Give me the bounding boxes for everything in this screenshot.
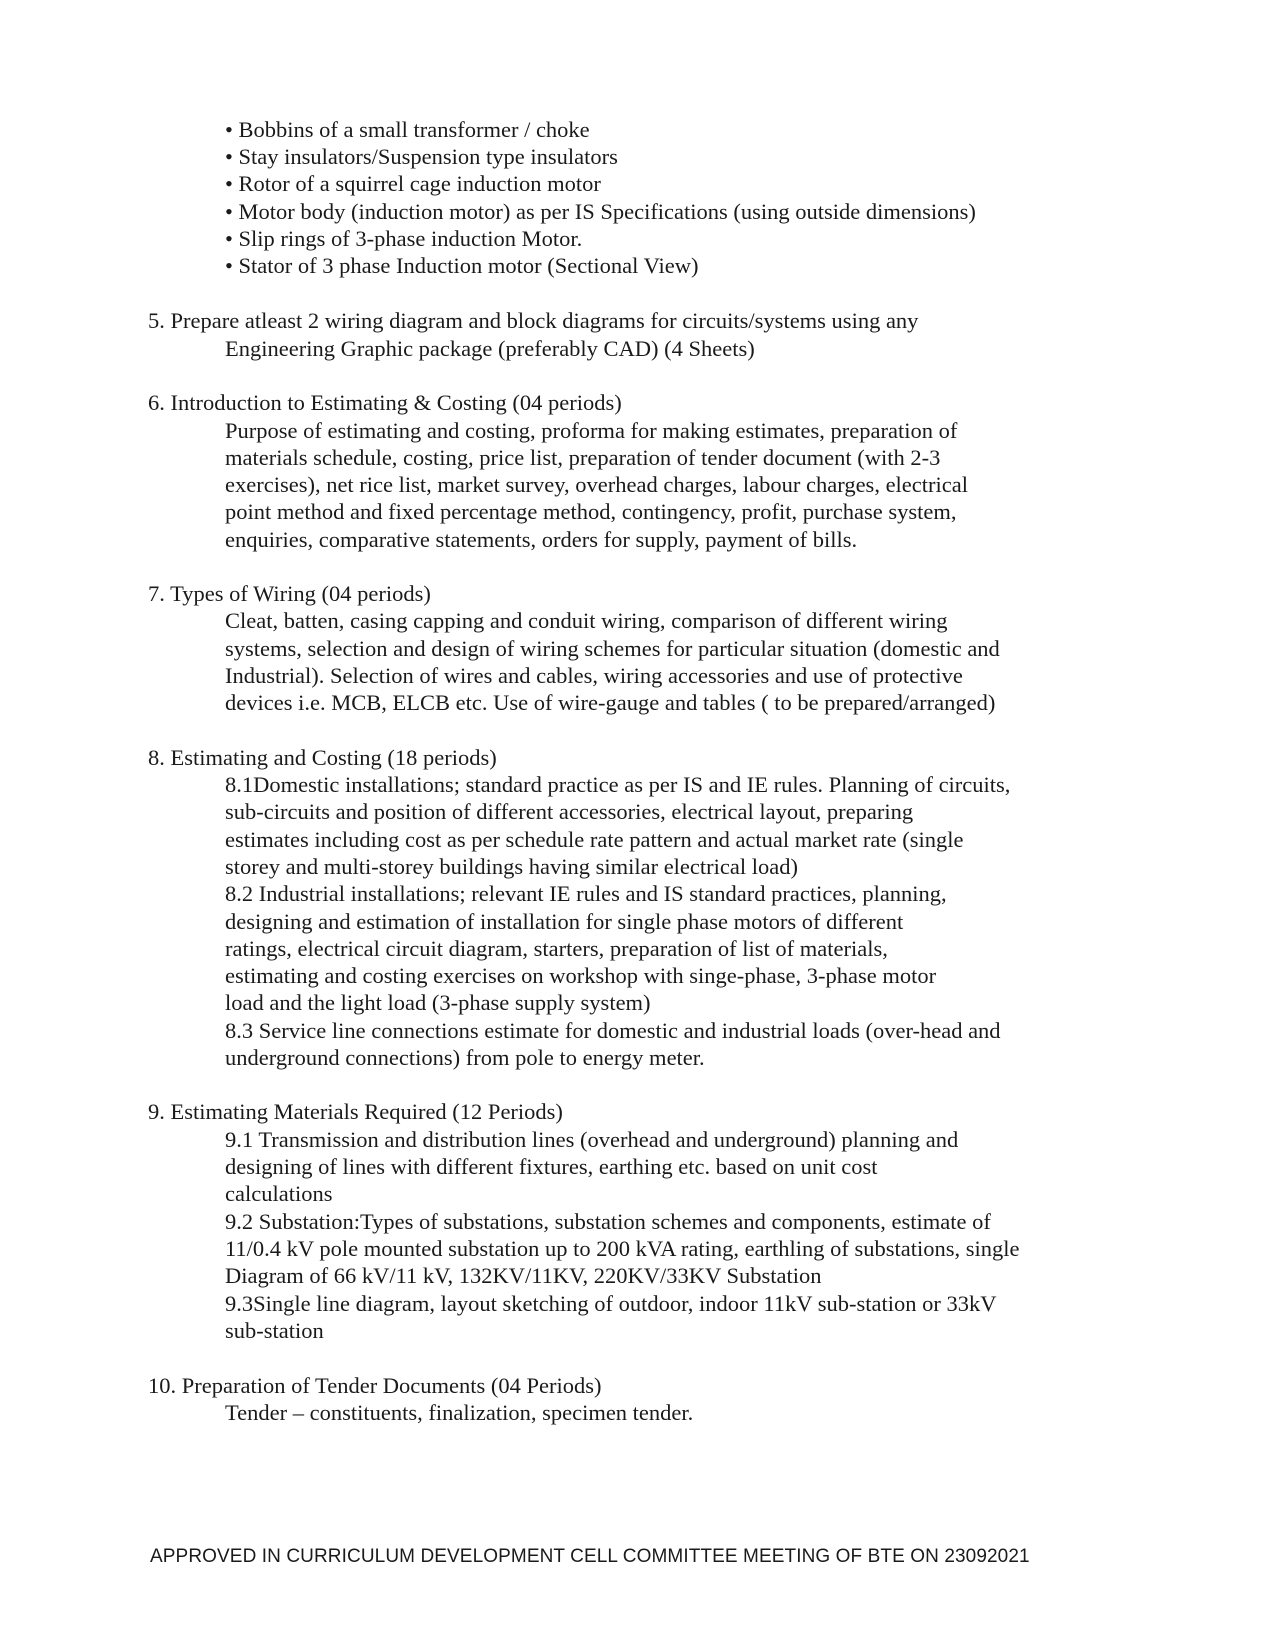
section-line: 9.1 Transmission and distribution lines (overhead and underground) planning and	[225, 1127, 959, 1152]
section-line: enquiries, comparative statements, orders for supply, payment of bills.	[225, 527, 858, 552]
section-line: designing of lines with different fixtures, earthing etc. based on unit cost	[225, 1154, 878, 1179]
section-line: designing and estimation of installation for single phase motors of different	[225, 909, 904, 934]
section-line: materials schedule, costing, price list, preparation of tender document (with 2-3	[225, 445, 941, 470]
section-heading: 7. Types of Wiring (04 periods)	[148, 581, 431, 606]
section-heading: 9. Estimating Materials Required (12 Periods)	[148, 1099, 563, 1124]
section-line: 8.2 Industrial installations; relevant IE rules and IS standard practices, planning,	[225, 881, 947, 906]
section-line: 9.2 Substation:Types of substations, substation schemes and components, estimate of	[225, 1209, 991, 1234]
bullet-item: • Motor body (induction motor) as per IS Specifications (using outside dimensions)	[225, 199, 976, 224]
bullet-item: • Rotor of a squirrel cage induction motor	[225, 171, 601, 196]
section-line: Industrial). Selection of wires and cables, wiring accessories and use of protective	[225, 663, 963, 688]
section-line: Cleat, batten, casing capping and conduit wiring, comparison of different wiring	[225, 608, 948, 633]
section-line: Purpose of estimating and costing, proforma for making estimates, preparation of	[225, 418, 958, 443]
section-line: estimates including cost as per schedule rate pattern and actual market rate (single	[225, 827, 964, 852]
section-line: estimating and costing exercises on workshop with singe-phase, 3-phase motor	[225, 963, 937, 988]
bullet-item: • Slip rings of 3-phase induction Motor.	[225, 226, 583, 251]
section-line: underground connections) from pole to energy meter.	[225, 1045, 705, 1070]
approval-footer: APPROVED IN CURRICULUM DEVELOPMENT CELL COMMITTEE MEETING OF BTE ON 23092021	[150, 1546, 1030, 1567]
section-line: systems, selection and design of wiring schemes for particular situation (domestic and	[225, 636, 1000, 661]
section-line: point method and fixed percentage method, contingency, profit, purchase system,	[225, 499, 957, 524]
section-line: sub-station	[225, 1318, 324, 1343]
section-heading: 10. Preparation of Tender Documents (04 Periods)	[148, 1373, 602, 1398]
section-line: Engineering Graphic package (preferably CAD) (4 Sheets)	[225, 336, 755, 361]
section-heading: 8. Estimating and Costing (18 periods)	[148, 745, 497, 770]
section-line: storey and multi-storey buildings having similar electrical load)	[225, 854, 798, 879]
section-line: Diagram of 66 kV/11 kV, 132KV/11KV, 220KV/33KV Substation	[225, 1263, 822, 1288]
section-line: calculations	[225, 1181, 333, 1206]
section-line: 8.1Domestic installations; standard practice as per IS and IE rules. Planning of circuits,	[225, 772, 1011, 797]
section-line: load and the light load (3-phase supply system)	[225, 990, 651, 1015]
bullet-item: • Stator of 3 phase Induction motor (Sectional View)	[225, 253, 699, 278]
section-line: 11/0.4 kV pole mounted substation up to 200 kVA rating, earthling of substations, single	[225, 1236, 1020, 1261]
section-line: 8.3 Service line connections estimate for domestic and industrial loads (over-head and	[225, 1018, 1001, 1043]
section-line: sub-circuits and position of different accessories, electrical layout, preparing	[225, 799, 914, 824]
bullet-item: • Stay insulators/Suspension type insulators	[225, 144, 618, 169]
bullet-item: • Bobbins of a small transformer / choke	[225, 117, 590, 142]
section-line: devices i.e. MCB, ELCB etc. Use of wire-gauge and tables ( to be prepared/arranged)	[225, 690, 996, 715]
section-heading: 6. Introduction to Estimating & Costing (04 periods)	[148, 390, 622, 415]
section-line: exercises), net rice list, market survey, overhead charges, labour charges, electrical	[225, 472, 968, 497]
section-line: Tender – constituents, finalization, specimen tender.	[225, 1400, 694, 1425]
section-line: 9.3Single line diagram, layout sketching of outdoor, indoor 11kV sub-station or 33kV	[225, 1291, 997, 1316]
section-heading: 5. Prepare atleast 2 wiring diagram and block diagrams for circuits/systems using any	[148, 308, 919, 333]
section-line: ratings, electrical circuit diagram, starters, preparation of list of materials,	[225, 936, 888, 961]
